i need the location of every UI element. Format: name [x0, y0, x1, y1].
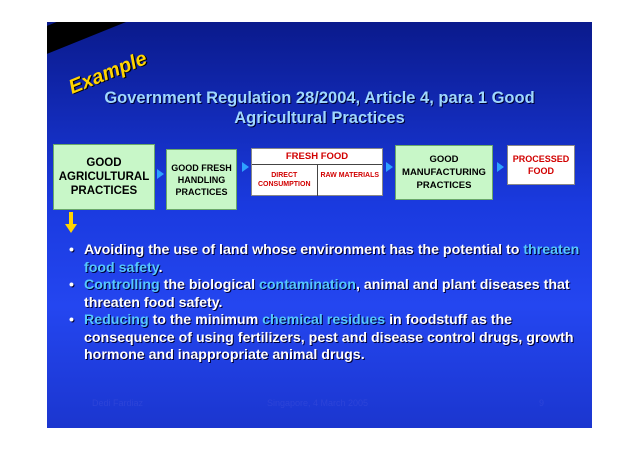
arrow-right-icon	[242, 162, 249, 172]
bullet-highlight: contamination	[258, 277, 356, 293]
title-line-2: Agricultural Practices	[234, 109, 405, 127]
arrow-down-icon	[65, 212, 77, 234]
slide	[47, 22, 592, 428]
bullet-highlight: Reducing	[84, 312, 149, 328]
fresh-food-label: FRESH FOOD	[252, 149, 382, 165]
bullet-highlight: chemical residues	[262, 312, 386, 328]
footer-event: Singapore, 4 March 2005	[267, 398, 369, 408]
raw-materials-label: RAW MATERIALS	[320, 172, 380, 179]
direct-consumption-label: DIRECT CONSUMPTION	[252, 165, 318, 196]
fresh-food-split	[252, 165, 382, 196]
processed-food-box	[507, 145, 575, 185]
ghp-label: GOOD FRESH HANDLING PRACTICES	[171, 162, 232, 197]
ghp-box	[166, 149, 237, 210]
gmp-label: GOOD MANUFACTURING PRACTICES	[402, 154, 486, 191]
bullet-highlight: Controlling	[84, 277, 160, 293]
gmp-box	[395, 145, 493, 200]
bullet-item: • Reducing to the minimum chemical residues in foodstuff as the consequence of using fertilizers, pest and disease control drugs, growth hormone and inappropriate animal drugs.	[67, 312, 582, 365]
arrow-right-icon	[386, 162, 393, 172]
fresh-food-box	[251, 148, 383, 196]
bullet-list	[67, 242, 582, 365]
arrow-right-icon	[497, 162, 504, 172]
processed-food-label: PROCESSED FOOD	[512, 154, 570, 176]
bullet-item: • Avoiding the use of land whose environment has the potential to threaten food safety.	[67, 242, 582, 277]
bullet-highlight: threaten food safety	[84, 242, 580, 276]
arrow-right-icon	[157, 169, 164, 179]
footer-page-number: 9	[539, 398, 545, 408]
gap-box	[53, 144, 155, 210]
gap-label: GOOD AGRICULTURAL PRACTICES	[58, 157, 150, 197]
slide-title	[77, 88, 562, 128]
title-line-1: Government Regulation 28/2004, Article 4, para 1 Good	[104, 89, 535, 107]
example-label: Example	[65, 47, 151, 99]
footer-author: Dedi Fardiaz	[92, 398, 144, 408]
bullet-item: • Controlling the biological contamination, animal and plant diseases that threaten food safety.	[67, 277, 582, 312]
